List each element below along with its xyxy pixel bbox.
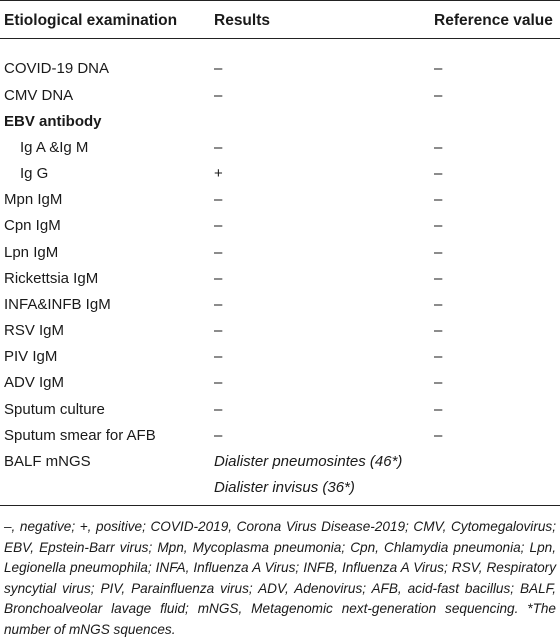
row-reference: – (434, 139, 443, 156)
row-reference: – (434, 401, 443, 418)
row-reference: – (434, 244, 443, 261)
row-name: Sputum culture (4, 401, 105, 418)
row-reference: – (434, 60, 443, 77)
row-name: Ig G (20, 165, 49, 182)
row-name: Lpn IgM (4, 244, 59, 261)
table-footnote: –, negative; +, positive; COVID-2019, Corona Virus Disease-2019; CMV, Cytomegalovirus; EBV, Epstein-Barr virus; Mpn, Mycoplasma pneumonia; Cpn, Chlamydia pneumonia; Lpn, Legionella pneumophila; INFA, Influenza A Virus; INFB, Influenza A Virus; RSV, Respiratory syncytial virus; PIV, Parainfluenza virus; ADV, Adenovirus; AFB, acid-fast bacillus; BALF, Bronchoalveolar lavage fluid; mNGS, Metagenomic next-generation sequencing. *The number of mNGS squences. (4, 519, 556, 637)
row-reference: – (434, 270, 443, 287)
row-name: CMV DNA (4, 87, 74, 104)
row-name: COVID-19 DNA (4, 60, 110, 77)
header-rule (0, 38, 560, 39)
row-result: – (214, 191, 223, 208)
row-name: INFA&INFB IgM (4, 296, 111, 313)
row-result: – (214, 244, 223, 261)
row-result: Dialister invisus (36*) (214, 479, 355, 496)
row-name: Ig A &Ig M (20, 139, 89, 156)
row-result: – (214, 296, 223, 313)
row-name: Rickettsia IgM (4, 270, 99, 287)
header-reference-value: Reference value (434, 12, 553, 29)
header-results: Results (214, 12, 270, 29)
row-result: – (214, 60, 223, 77)
row-result: + (214, 165, 223, 182)
bottom-rule (0, 505, 560, 506)
row-name: PIV IgM (4, 348, 58, 365)
row-reference: – (434, 191, 443, 208)
row-reference: – (434, 427, 443, 444)
row-reference: – (434, 296, 443, 313)
row-name: ADV IgM (4, 374, 65, 391)
row-result: – (214, 348, 223, 365)
row-reference: – (434, 165, 443, 182)
row-name: Sputum smear for AFB (4, 427, 156, 444)
top-rule (0, 0, 560, 1)
row-result: – (214, 87, 223, 104)
row-reference: – (434, 87, 443, 104)
row-reference: – (434, 322, 443, 339)
row-name: Cpn IgM (4, 217, 61, 234)
row-result: – (214, 139, 223, 156)
row-result: – (214, 374, 223, 391)
row-name: Mpn IgM (4, 191, 63, 208)
row-reference: – (434, 217, 443, 234)
row-reference: – (434, 374, 443, 391)
row-reference: – (434, 348, 443, 365)
row-result: – (214, 217, 223, 234)
row-result: – (214, 401, 223, 418)
row-result: Dialister pneumosintes (46*) (214, 453, 403, 470)
row-result: – (214, 427, 223, 444)
row-result: – (214, 322, 223, 339)
row-name: RSV IgM (4, 322, 65, 339)
header-etiological-examination: Etiological examination (4, 12, 178, 29)
row-section-title: EBV antibody (4, 113, 102, 130)
row-name: BALF mNGS (4, 453, 91, 470)
row-result: – (214, 270, 223, 287)
